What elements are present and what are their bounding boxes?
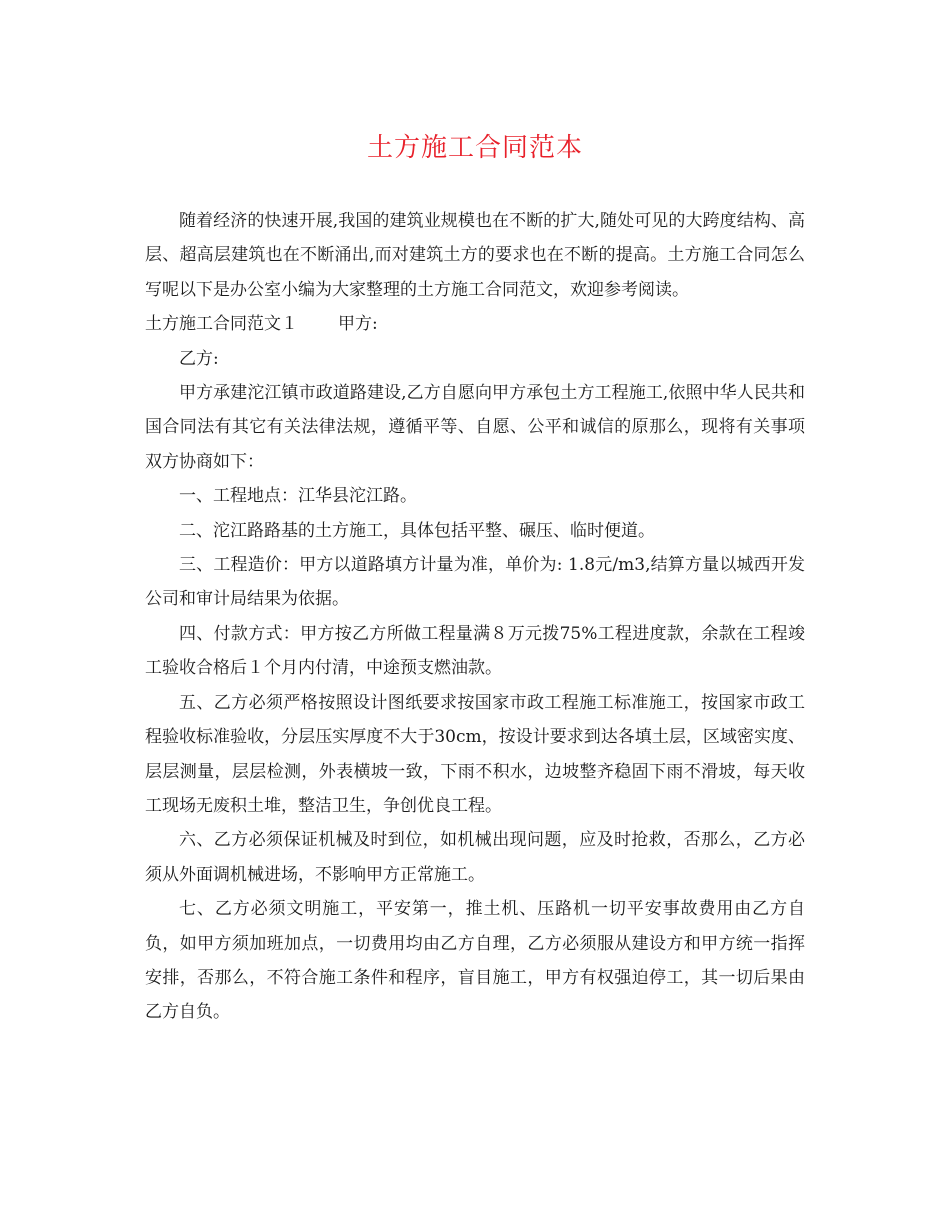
clause-3: 三、工程造价：甲方以道路填方计量为准，单价为: 1.8元/m3,结算方量以城西开发公司和审计局结果为依据。 (145, 555, 805, 610)
clause-5: 五、乙方必须严格按照设计图纸要求按国家市政工程施工标准施工，按国家市政工程验收标准验收，分层压实厚度不大于30cm，按设计要求到达各填土层，区域密实度、层层测量，层层检测，外表横坡一致，下雨不积水，边坡整齐稳固下雨不滑坡，每天收工现场无废积土堆，整洁卫生，争创优良工程。 (145, 692, 805, 816)
clause-2: 二、沱江路路基的土方施工，具体包括平整、碾压、临时便道。 (179, 520, 655, 541)
clause-4: 四、付款方式：甲方按乙方所做工程量满８万元拨75%工程进度款，余款在工程竣工验收合格后１个月内付清，中途预支燃油款。 (145, 623, 805, 679)
clause-6: 六、乙方必须保证机械及时到位，如机械出现问题，应及时抢救，否那么，乙方必须从外面调机械进场，不影响甲方正常施工。 (145, 830, 805, 885)
clause-7: 七、乙方必须文明施工，平安第一，推土机、压路机一切平安事故费用由乙方自负，如甲方须加班加点，一切费用均由乙方自理，乙方必须服从建设方和甲方统一指挥安排，否那么，不符合施工条件和程序，盲目施工，甲方有权强迫停工，其一切后果由乙方自负。 (145, 899, 805, 1023)
preamble-paragraph: 甲方承建沱江镇市政道路建设,乙方自愿向甲方承包土方工程施工,依照中华人民共和国合同法有其它有关法律法规，遵循平等、自愿、公平和诚信的原那么，现将有关事项双方协商如下： (145, 383, 805, 472)
intro-paragraph: 随着经济的快速开展,我国的建筑业规模也在不断的扩大,随处可见的大跨度结构、高层、超高层建筑也在不断涌出,而对建筑土方的要求也在不断的提高。土方施工合同怎么写呢以下是办公室小编为大家整理的土方施工合同范文，欢迎参考阅读。 (145, 211, 805, 300)
party-b-label: 乙方: (179, 348, 219, 369)
section-heading: 土方施工合同范文１ (145, 314, 298, 335)
party-a-label: 甲方: (338, 314, 378, 335)
document-body (145, 204, 805, 1030)
clause-1: 一、工程地点：江华县沱江路。 (179, 486, 417, 507)
document-title: 土方施工合同范本 (366, 133, 583, 163)
section-heading-line (145, 307, 805, 341)
